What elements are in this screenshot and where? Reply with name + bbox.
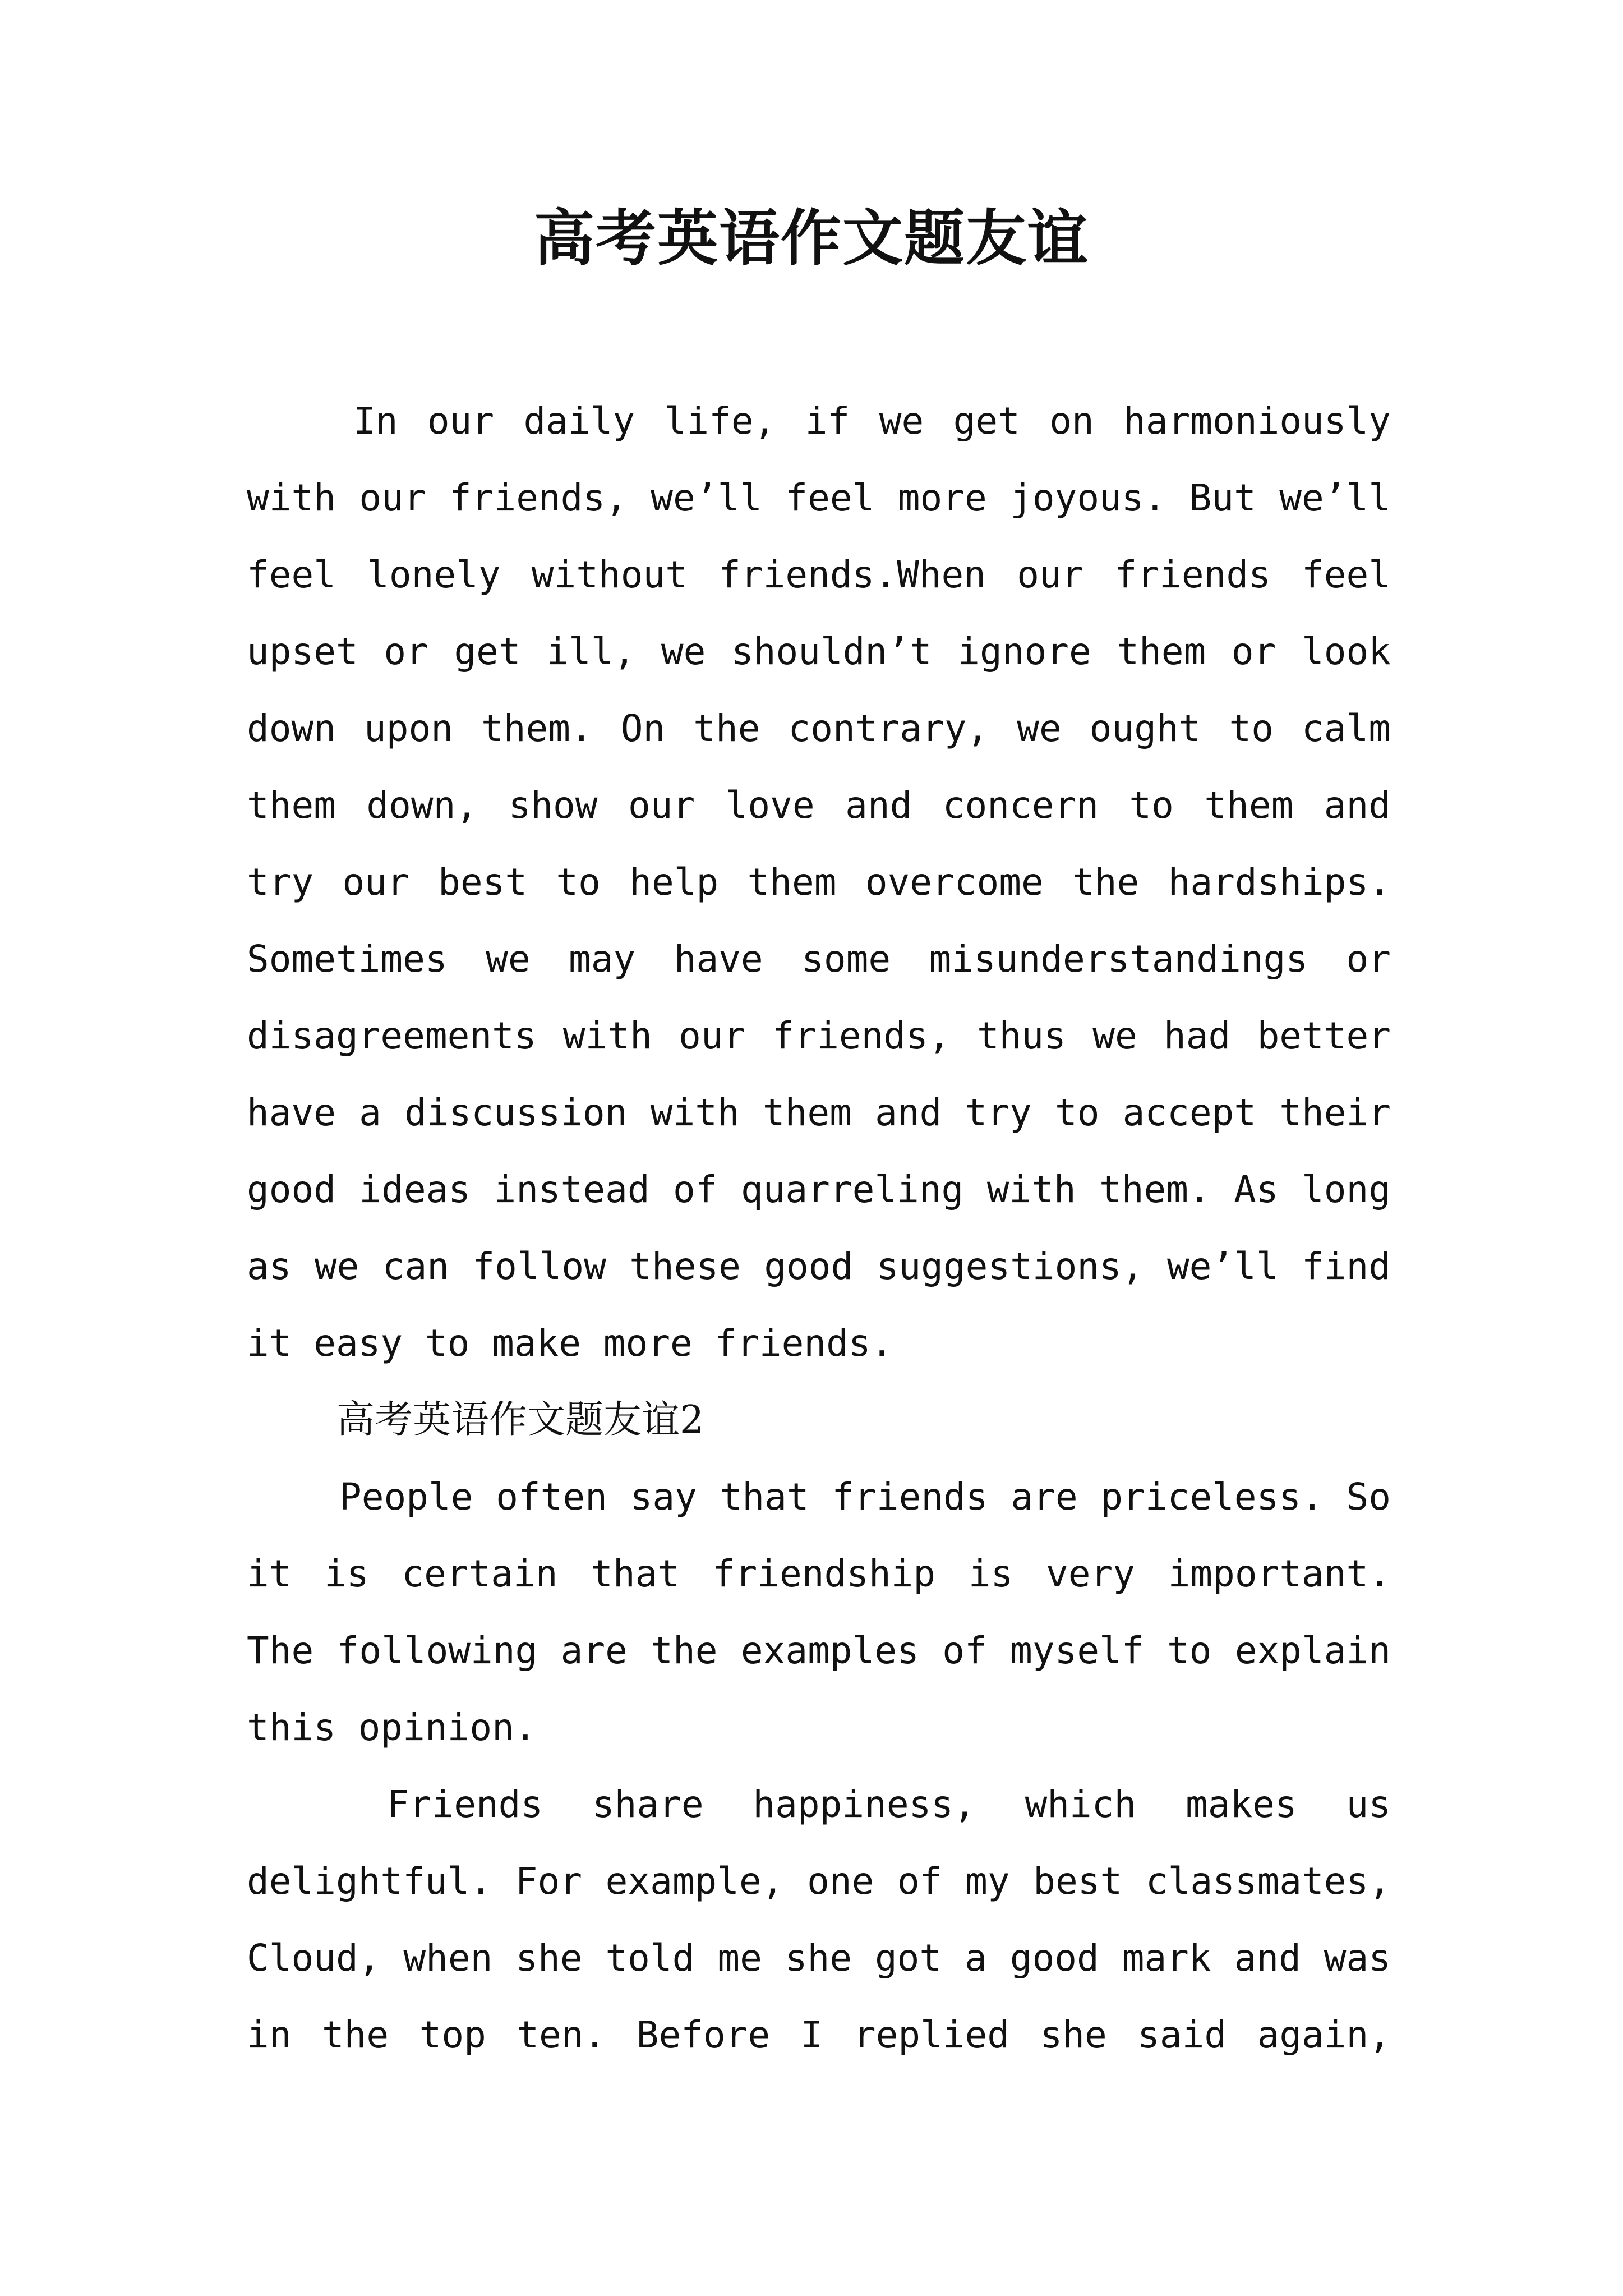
- paragraph-1-line: try our best to help them overcome the hardships.: [247, 861, 1391, 904]
- paragraph-1-line: Sometimes we may have some misunderstandings or: [247, 937, 1391, 981]
- paragraph-3-line: Friends share happiness, which makes us: [387, 1783, 1391, 1826]
- paragraph-1-line: upset or get ill, we shouldn’t ignore them or look: [247, 630, 1391, 673]
- document-title: 高考英语作文题友谊: [533, 203, 1089, 274]
- paragraph-3-line: delightful. For example, one of my best classmates,: [247, 1860, 1391, 1903]
- paragraph-1-line: as we can follow these good suggestions, we’ll find: [247, 1245, 1391, 1288]
- paragraph-1-line: it easy to make more friends.: [247, 1322, 893, 1365]
- paragraph-1-line: disagreements with our friends, thus we had better: [247, 1014, 1391, 1057]
- essay-body: [247, 383, 1391, 2073]
- paragraph-1-line: down upon them. On the contrary, we ought to calm: [247, 707, 1391, 750]
- paragraph-1-line: In our daily life, if we get on harmoniously: [353, 399, 1391, 443]
- section-subtitle: 高考英语作文题友谊2: [336, 1398, 704, 1442]
- paragraph-3-line: in the top ten. Before I replied she said again,: [247, 2013, 1391, 2056]
- paragraph-2-line: this opinion.: [247, 1706, 537, 1749]
- paragraph-1-line: good ideas instead of quarreling with them. As long: [247, 1168, 1391, 1211]
- paragraph-2-line: it is certain that friendship is very important.: [247, 1552, 1391, 1595]
- paragraph-1-line: them down, show our love and concern to them and: [247, 784, 1391, 827]
- paragraph-2-line: The following are the examples of myself to explain: [247, 1629, 1391, 1672]
- paragraph-1-line: have a discussion with them and try to accept their: [247, 1091, 1391, 1134]
- paragraph-1-line: feel lonely without friends.When our friends feel: [247, 553, 1391, 596]
- paragraph-1-line: with our friends, we’ll feel more joyous. But we’ll: [247, 476, 1391, 519]
- paragraph-3-line: Cloud, when she told me she got a good mark and was: [247, 1936, 1391, 1980]
- paragraph-2-line: People often say that friends are priceless. So: [339, 1475, 1391, 1519]
